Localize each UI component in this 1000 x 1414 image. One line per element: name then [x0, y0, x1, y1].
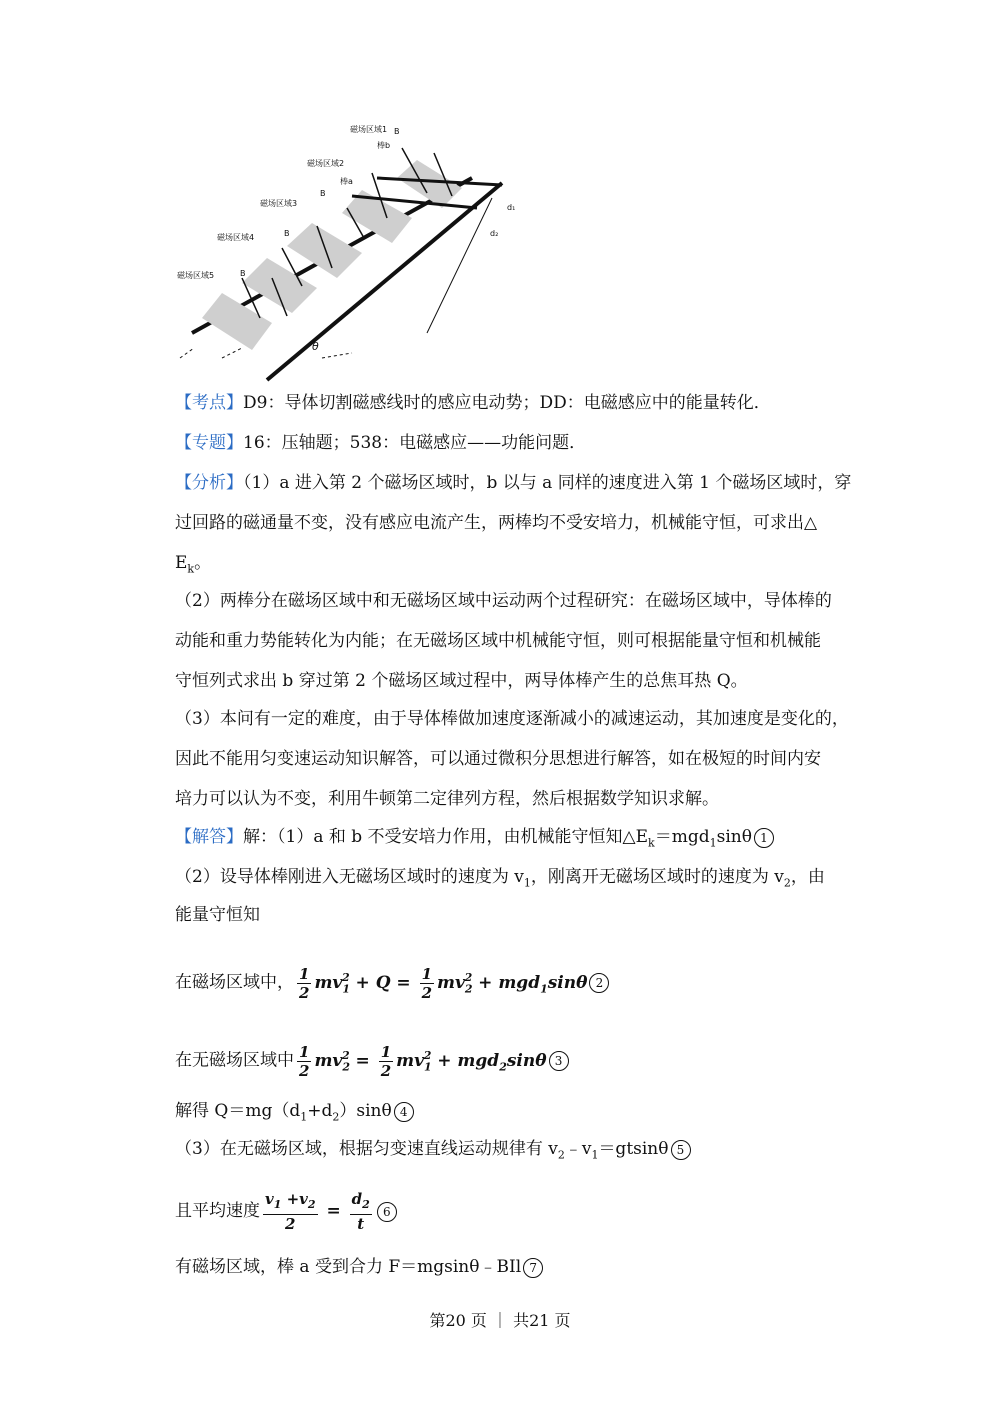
fenxi-p3-line-2: 因此不能用匀变速运动知识解答，可以通过微积分思想进行解答，如在极短的时间内安	[175, 749, 821, 769]
region-4-label: 磁场区域4	[217, 233, 255, 242]
zhuanti-text: 16：压轴题；538：电磁感应——功能问题．	[243, 433, 587, 453]
zhuanti-tag: 【专题】	[175, 433, 243, 453]
eq4-a: 解得 Q＝mg（d	[175, 1101, 301, 1121]
jieda-tag: 【解答】	[175, 827, 243, 847]
eq5-a: （3）在无磁场区域，根据匀变速直线运动规律有 v	[175, 1139, 558, 1159]
region-3-label: 磁场区域3	[260, 199, 298, 208]
fenxi-p2-line-2: 动能和重力势能转化为内能；在无磁场区域中机械能守恒，则可根据能量守恒和机械能	[175, 631, 821, 651]
rod-a-label: 棒a	[340, 177, 353, 186]
region-1-label: 磁场区域1	[350, 125, 388, 134]
fenxi-text-1: （1）a 进入第 2 个磁场区域时，b 以与 a 同样的速度进入第 1 个磁场区域时，穿	[243, 473, 852, 493]
fenxi-line-3	[175, 552, 211, 580]
ek-end: 。	[194, 553, 212, 573]
fenxi-p2-line-1: （2）两棒分在磁场区域中和无磁场区域中运动两个过程研究：在磁场区域中，导体棒的	[175, 591, 832, 611]
d2-label: d₂	[490, 229, 499, 238]
jieda-p2-line-2: 能量守恒知	[175, 905, 260, 925]
region-2-label: 磁场区域2	[307, 159, 345, 168]
jieda-p2-sub1: 1	[523, 876, 531, 890]
equation-6: 且平均速度 $\frac{v_1 +v_2}{2}$ = $\frac{d_2}{t}$ 6	[175, 1190, 397, 1233]
equation-4	[175, 1100, 414, 1128]
eq7-text: 有磁场区域，棒 a 受到合力 F＝mgsinθ﹣BIl	[175, 1257, 522, 1277]
fenxi-line-2: 过回路的磁通量不变，没有感应电流产生，两棒均不受安培力，机械能守恒，可求出△	[175, 513, 818, 533]
kaodian-line	[175, 392, 771, 414]
zhuanti-line	[175, 432, 586, 454]
eq2-prefix: 在磁场区域中，	[175, 972, 294, 993]
jieda-p2-line-1	[175, 866, 825, 894]
eq5-c: ＝gtsinθ	[598, 1139, 669, 1159]
fenxi-p3-line-3: 培力可以认为不变，利用牛顿第二定律列方程，然后根据数学知识求解。	[175, 789, 719, 809]
jieda-text-1: 解：（1）a 和 b 不受安培力作用，由机械能守恒知△E	[243, 827, 649, 847]
circled-number-7: 7	[523, 1258, 543, 1278]
jieda-line-1	[175, 826, 774, 854]
eq5-sub1: 2	[557, 1148, 565, 1162]
ek-e: E	[175, 553, 188, 573]
equation-3: 在无磁场区域中 $\frac{1}{2}$ $mv_2^2$ = $\frac{1}{2}$ $mv_1^2 + mgd_2\sin\theta$ 3	[175, 1036, 569, 1087]
rod-b-label: 棒b	[377, 141, 391, 150]
jieda-p2-sub2: 2	[783, 876, 791, 890]
eq3-prefix: 在无磁场区域中	[175, 1050, 294, 1071]
d1-label: d₁	[507, 203, 516, 212]
eq5-sub2: 1	[591, 1148, 599, 1162]
field-label-4: B	[240, 269, 246, 278]
eq4-b: +d	[307, 1101, 333, 1121]
theta-label: θ	[312, 340, 319, 353]
jieda-p2-a: （2）设导体棒刚进入无磁场区域时的速度为 v	[175, 867, 524, 887]
eq6-prefix: 且平均速度	[175, 1201, 260, 1221]
equation-5	[175, 1138, 691, 1166]
circled-number-3: 3	[549, 1051, 569, 1071]
kaodian-tag: 【考点】	[175, 393, 243, 413]
circled-number-4: 4	[394, 1102, 414, 1122]
inclined-rails-figure	[172, 118, 532, 388]
fenxi-p3-line-1: （3）本问有一定的难度，由于导体棒做加速度逐渐减小的减速运动，其加速度是变化的，	[175, 709, 849, 729]
circled-number-1: 1	[754, 828, 774, 848]
page-footer: 第20 页 ｜ 共21 页	[429, 1311, 571, 1330]
equation-7	[175, 1256, 543, 1278]
circled-number-6: 6	[377, 1202, 397, 1222]
eq4-sub2: 2	[332, 1110, 340, 1124]
circled-number-5: 5	[671, 1140, 691, 1160]
ek-sub: k	[187, 562, 195, 576]
field-label-3: B	[284, 229, 290, 238]
jieda-p2-c: ，由	[790, 867, 825, 887]
eq4-sub1: 1	[300, 1110, 308, 1124]
kaodian-text: D9：导体切割磁感线时的感应电动势；DD：电磁感应中的能量转化．	[243, 393, 771, 413]
jieda-text-1c: sinθ	[716, 827, 752, 847]
circled-number-2: 2	[589, 973, 609, 993]
jieda-text-1b: ＝mgd	[654, 827, 710, 847]
field-label-2: B	[320, 189, 326, 198]
jieda-sub-1: 1	[709, 836, 717, 850]
fenxi-line-1	[175, 472, 851, 494]
eq4-c: ）sinθ	[339, 1101, 392, 1121]
fenxi-tag: 【分析】	[175, 473, 243, 493]
eq5-b: ﹣v	[564, 1139, 592, 1159]
fenxi-p2-line-3: 守恒列式求出 b 穿过第 2 个磁场区域过程中，两导体棒产生的总焦耳热 Q。	[175, 671, 748, 691]
region-5-label: 磁场区域5	[177, 271, 215, 280]
jieda-p2-b: ，刚离开无磁场区域时的速度为 v	[530, 867, 784, 887]
jieda-sub-k: k	[648, 836, 655, 850]
equation-2: 在磁场区域中， $\frac{1}{2}$ $mv_1^2 + Q$ = $\frac{1}{2}$ $mv_2^2 + mgd_1\sin\theta$ 2	[175, 958, 609, 1009]
field-label-1: B	[394, 127, 400, 136]
